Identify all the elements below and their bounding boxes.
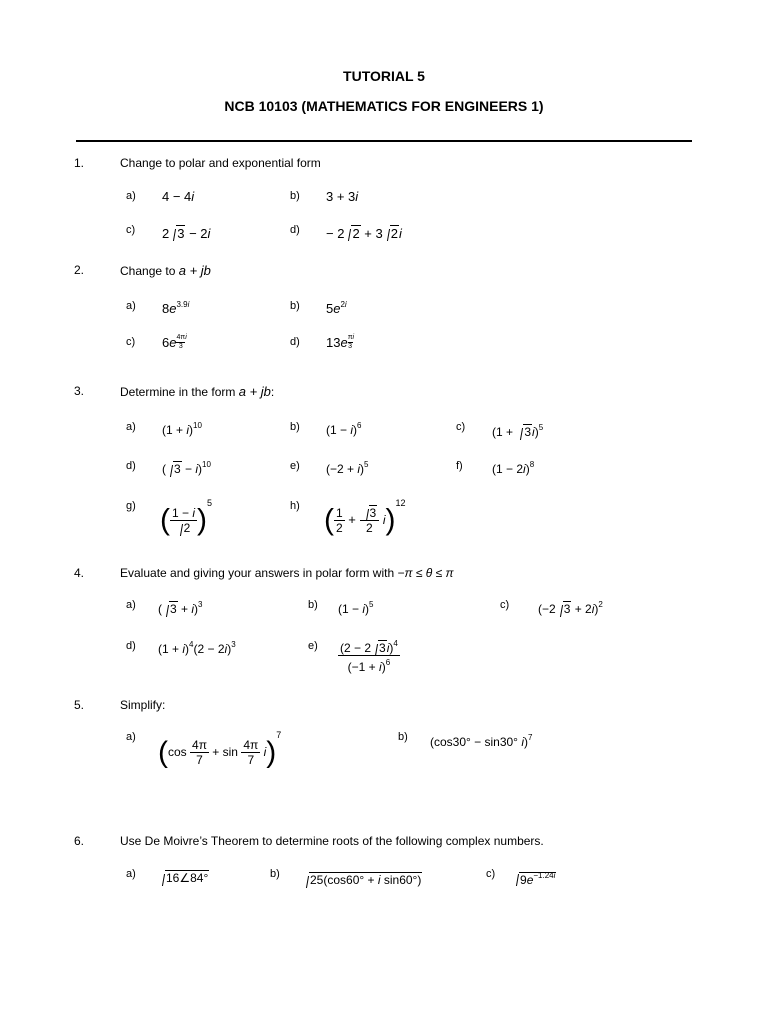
q5-a-label: a) [126, 731, 136, 743]
q6-c-label: c) [486, 868, 496, 880]
q3-d-expr: ( 3 − i)$^{10}$ [162, 460, 211, 476]
q5-text: Simplify: [120, 698, 166, 712]
q1-b-expr: 3 + 3i [326, 189, 359, 204]
q3-e-expr: $(-2 + i)^5$ [326, 460, 369, 476]
q3-g-expr: ( $\frac{1 - i}{2}$ )$^5$ [160, 498, 213, 537]
q1-text: Change to polar and exponential form [120, 156, 321, 170]
q3-b-label: b) [290, 421, 300, 433]
q2-b-label: b) [290, 300, 300, 312]
q5-a-expr: (cos $\frac{4\pi}{7}$ + sin $\frac{4\pi}{7}$ i)$^7$ [158, 730, 282, 769]
q6-b-label: b) [270, 868, 280, 880]
q3-text: Determine in the form a + jb: [120, 384, 275, 399]
q4-d-label: d) [126, 640, 136, 652]
page-title: TUTORIAL 5 [343, 68, 425, 84]
q4-b-expr: $(1 - i)^5$ [338, 600, 374, 616]
q2-a-expr: $8e^{3.9i}$ [162, 300, 190, 316]
q4-text: Evaluate and giving your answers in polar form with −π ≤ θ ≤ π [120, 566, 454, 580]
q3-h-label: h) [290, 500, 300, 512]
q3-a-label: a) [126, 421, 136, 433]
q3-b-expr: $(1 - i)^6$ [326, 421, 362, 437]
q1-c-label: c) [126, 224, 136, 236]
q4-e-expr: $\frac{(2 - 2 3i)^4}{(-1 + i)^6}$ [340, 639, 398, 674]
q5-b-expr: (cos30° − sin30° i)$^7$ [430, 733, 533, 749]
q2-a-label: a) [126, 300, 136, 312]
q3-a-expr: $(1 + i)^{10}$ [162, 421, 202, 437]
q1-c-expr: 2 3 − 2i [162, 226, 211, 241]
q4-c-label: c) [500, 599, 510, 611]
q6-a-expr: 16∠84° [158, 871, 209, 885]
q4-a-label: a) [126, 599, 136, 611]
q1-d-label: d) [290, 224, 300, 236]
q3-h-expr: ( $\frac{1}{2}$ + $\frac{3}{2}$ i)$^{12}$ [324, 498, 406, 537]
q4-d-expr: $(1 + i)^4(2 - 2i)^3$ [158, 640, 236, 656]
q6-text: Use De Moivre’s Theorem to determine roots of the following complex numbers. [120, 834, 544, 848]
q4-c-expr: (−2 3 + 2i)$^2$ [538, 600, 603, 616]
q3-c-expr: $(1 + 3i)^5$ [492, 423, 544, 439]
q4-e-label: e) [308, 640, 318, 652]
q3-f-label: f) [456, 460, 463, 472]
q5-number: 5. [74, 698, 85, 712]
q4-b-label: b) [308, 599, 318, 611]
q3-d-label: d) [126, 460, 136, 472]
q2-d-label: d) [290, 336, 300, 348]
q3-number: 3. [74, 384, 85, 398]
q6-b-expr: 25(cos60° + i sin60°) [302, 873, 422, 887]
q6-c-expr: $9e^{-1.24i}$ [512, 871, 556, 887]
q3-e-label: e) [290, 460, 300, 472]
q2-text: Change to a + jb [120, 263, 211, 278]
q4-number: 4. [74, 566, 85, 580]
q2-c-expr: 6e $\frac{4\pi}{3}$ $^i$ [162, 334, 187, 350]
q5-b-label: b) [398, 731, 408, 743]
q3-c-label: c) [456, 421, 466, 433]
q3-g-label: g) [126, 500, 136, 512]
q2-b-expr: $5e^{2i}$ [326, 300, 347, 316]
q4-a-expr: ( 3 + i)$^3$ [158, 600, 203, 616]
q6-a-label: a) [126, 868, 136, 880]
q1-b-label: b) [290, 190, 300, 202]
q6-number: 6. [74, 834, 85, 848]
q1-d-expr: − 2 2 + 3 2i [326, 226, 402, 241]
q1-a-expr: 4 − 4i [162, 189, 195, 204]
q2-number: 2. [74, 263, 85, 277]
q1-a-label: a) [126, 190, 136, 202]
q1-number: 1. [74, 156, 85, 170]
page-subtitle: NCB 10103 (MATHEMATICS FOR ENGINEERS 1) [224, 98, 544, 114]
header-divider [76, 140, 692, 142]
q2-c-label: c) [126, 336, 136, 348]
q2-d-expr: 13e $\frac{\pi}{3}$ $^i$ [326, 334, 355, 350]
q3-f-expr: $(1 - 2i)^8$ [492, 460, 535, 476]
